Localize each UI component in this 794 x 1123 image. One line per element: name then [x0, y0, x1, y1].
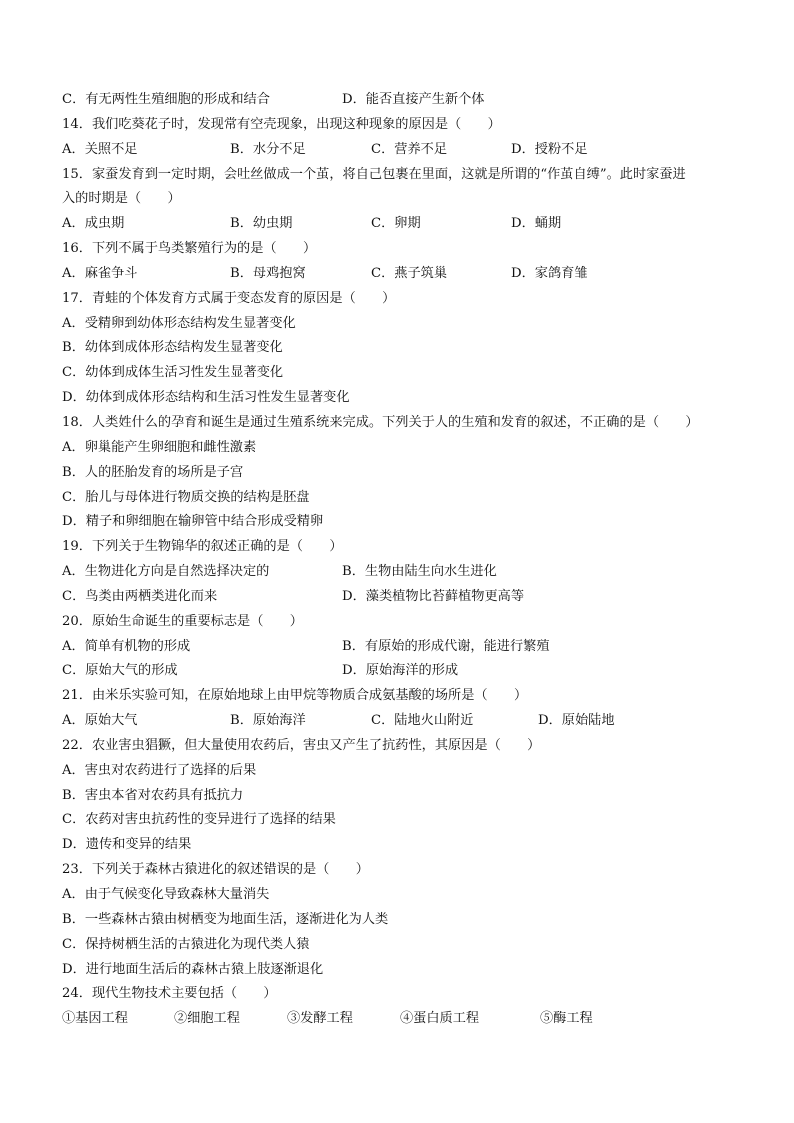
q15-options-row [62, 212, 742, 237]
q16-stem: 16．下列不属于鸟类繁殖行为的是（ ） [62, 241, 317, 257]
q22-option-b: B．害虫本省对农药具有抵抗力 [62, 787, 244, 803]
q23-option-a: A．由于气候变化导致森林大量消失 [62, 887, 270, 902]
q21-option-d: D．原始陆地 [538, 713, 615, 729]
q13-option-d: D．能否直接产生新个体 [342, 92, 485, 107]
q20-option-d: D．原始海洋的形成 [342, 663, 459, 679]
q21-options-row [62, 709, 742, 734]
q22-stem: 22．农业害虫猖獗，但大量使用农药后，害虫又产生了抗药性，其原因是（ ） [62, 737, 541, 753]
q15-stem-line-2: 入的时期是（ ） [62, 191, 181, 207]
q17-option-b: B．幼体到成体形态结构发生显著变化 [62, 340, 283, 356]
q24-item-1: ①基因工程 [62, 1011, 128, 1027]
q15-option-d: D．蛹期 [511, 216, 562, 232]
q14-option-b: B．水分不足 [230, 141, 306, 157]
q14-option-a: A．关照不足 [62, 141, 138, 157]
q23-option-b: B．一些森林古猿由树栖变为地面生活，逐渐进化为人类 [62, 911, 389, 927]
q22-option-a: A．害虫对农药进行了选择的后果 [62, 762, 257, 778]
q18-option-c: C．胎儿与母体进行物质交换的结构是胚盘 [62, 489, 310, 505]
q13-options-row [62, 88, 742, 113]
q23-stem: 23．下列关于森林古猿进化的叙述错误的是（ ） [62, 862, 369, 878]
q18-option-d: D．精子和卵细胞在输卵管中结合形成受精卵 [62, 514, 324, 530]
q19-option-b: B．生物由陆生向水生进化 [342, 564, 497, 580]
q14-option-c: C．营养不足 [371, 141, 448, 157]
q17-option-a: A．受精卵到幼体形态结构发生显著变化 [62, 315, 296, 331]
q20-stem: 20．原始生命诞生的重要标志是（ ） [62, 613, 303, 629]
q16-option-a: A．麻雀争斗 [62, 265, 138, 281]
q17-option-c: C．幼体到成体生活习性发生显著变化 [62, 365, 284, 381]
q24-item-4: ④蛋白质工程 [400, 1011, 480, 1027]
q16-options-row [62, 262, 742, 287]
q19-option-d: D．藻类植物比苔藓植物更高等 [342, 588, 525, 604]
q15-option-c: C．卵期 [371, 216, 421, 232]
q15-option-a: A．成虫期 [62, 216, 125, 232]
q21-stem: 21．由米乐实验可知，在原始地球上由甲烷等物质合成氨基酸的场所是（ ） [62, 688, 528, 704]
q16-option-c: C．燕子筑巢 [371, 265, 448, 281]
q18-option-a: A．卵巢能产生卵细胞和雌性激素 [62, 439, 257, 455]
q21-option-b: B．原始海洋 [230, 713, 306, 729]
q15-option-b: B．幼虫期 [230, 216, 293, 232]
q17-option-d: D．幼体到成体形态结构和生活习性发生显著变化 [62, 390, 350, 406]
q18-stem: 18．人类姓什么的孕育和诞生是通过生殖系统来完成。下列关于人的生殖和发育的叙述，不正确的是（ ） [62, 414, 699, 430]
q14-options-row [62, 138, 742, 163]
q23-option-d: D．进行地面生活后的森林古猿上肢逐渐退化 [62, 961, 324, 977]
exam-page [62, 88, 742, 1032]
q18-option-b: B．人的胚胎发育的场所是子宫 [62, 464, 244, 480]
q17-stem: 17．青蛙的个体发育方式属于变态发育的原因是（ ） [62, 290, 396, 306]
q14-option-d: D．授粉不足 [511, 141, 588, 157]
q20-option-c: C．原始大气的形成 [62, 663, 178, 679]
q20-options-row-2 [62, 659, 742, 684]
q19-options-row-1 [62, 560, 742, 585]
q16-option-d: D．家鸽育雏 [511, 265, 588, 281]
q24-item-3: ③发酵工程 [287, 1011, 353, 1027]
q24-item-5: ⑤酶工程 [540, 1011, 593, 1027]
q24-items-row [62, 1007, 742, 1032]
q20-option-a: A．简单有机物的形成 [62, 638, 191, 654]
q20-option-b: B．有原始的形成代谢，能进行繁殖 [342, 638, 550, 654]
q21-option-c: C．陆地火山附近 [371, 713, 474, 729]
q24-item-2: ②细胞工程 [174, 1011, 240, 1027]
q22-option-d: D．遗传和变异的结果 [62, 837, 192, 853]
q13-option-c: C．有无两性生殖细胞的形成和结合 [62, 92, 270, 107]
q22-option-c: C．农药对害虫抗药性的变异进行了选择的结果 [62, 812, 336, 828]
q23-option-c: C．保持树栖生活的古猿进化为现代类人猿 [62, 936, 310, 952]
q15-stem-line-1: 15．家蚕发育到一定时期，会吐丝做成一个茧，将自己包裹在里面，这就是所谓的“作茧自缚”。此时家蚕进 [62, 166, 686, 182]
q19-options-row-2 [62, 585, 742, 610]
q19-stem: 19．下列关于生物锦华的叙述正确的是（ ） [62, 539, 343, 555]
q19-option-c: C．鸟类由两栖类进化而来 [62, 588, 218, 604]
q16-option-b: B．母鸡抱窝 [230, 265, 306, 281]
q19-option-a: A．生物进化方向是自然选择决定的 [62, 564, 270, 580]
q21-option-a: A．原始大气 [62, 713, 138, 729]
q20-options-row-1 [62, 635, 742, 660]
q24-stem: 24．现代生物技术主要包括（ ） [62, 986, 277, 1002]
q14-stem: 14．我们吃葵花子时，发现常有空壳现象，出现这种现象的原因是（ ） [62, 116, 501, 132]
